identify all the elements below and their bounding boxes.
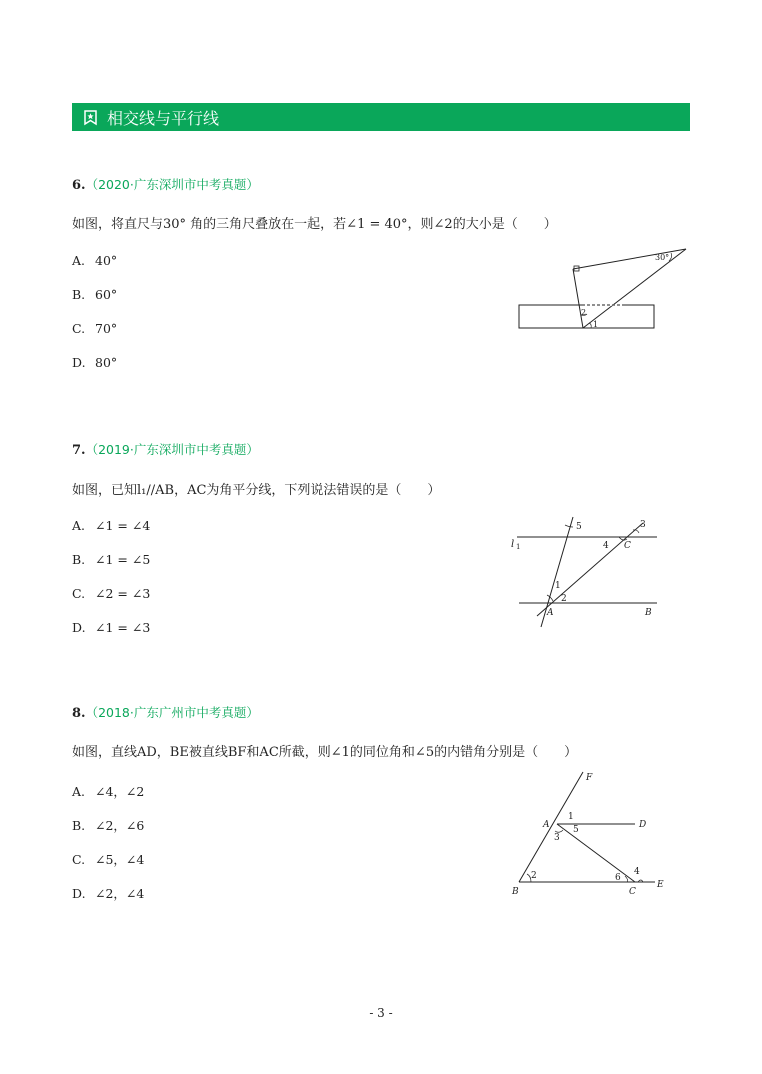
svg-text:5: 5 <box>576 522 582 532</box>
option-b: B. ∠2，∠6 <box>72 818 145 833</box>
svg-text:4: 4 <box>603 541 609 551</box>
page-number: - 3 - <box>369 1006 393 1020</box>
svg-text:D: D <box>639 820 647 830</box>
figure-ruler-triangle <box>515 244 670 334</box>
svg-text:3: 3 <box>554 833 560 843</box>
svg-text:C: C <box>624 541 631 551</box>
question-6-stem: 如图，将直尺与30° 角的三角尺叠放在一起，若∠1 = 40°，则∠2的大小是（ ） <box>72 217 557 232</box>
figure-parallel-lines <box>505 515 665 630</box>
option-a: A. ∠1 = ∠4 <box>72 518 151 533</box>
question-8-header: 8.（2018·广东广州市中考真题） <box>72 705 259 721</box>
angle-2-label: 2 <box>581 308 587 317</box>
option-a: A. ∠4，∠2 <box>72 784 145 799</box>
ruler <box>519 305 654 328</box>
option-d: D. ∠1 = ∠3 <box>72 620 151 635</box>
question-number: 6. <box>72 178 86 193</box>
option-a: A. 40° <box>72 253 118 268</box>
question-7-header: 7.（2019·广东深圳市中考真题） <box>72 442 259 458</box>
svg-text:4: 4 <box>634 867 640 877</box>
option-d: D. ∠2，∠4 <box>72 886 145 901</box>
option-c: C. ∠5，∠4 <box>72 852 145 867</box>
option-b: B. ∠1 = ∠5 <box>72 552 151 567</box>
svg-text:C: C <box>629 887 636 897</box>
bookmark-star-icon <box>84 110 97 125</box>
angle-30-label: 30° <box>655 253 670 262</box>
svg-text:A: A <box>547 608 554 618</box>
svg-text:5: 5 <box>573 825 579 835</box>
line-ac <box>557 824 635 882</box>
option-d: D. 80° <box>72 355 118 370</box>
svg-text:2: 2 <box>561 594 567 604</box>
svg-text:A: A <box>543 820 550 830</box>
section-banner <box>72 103 690 131</box>
figure-transversals <box>505 768 670 900</box>
question-source: （2020·广东深圳市中考真题） <box>85 177 259 192</box>
svg-text:6: 6 <box>615 873 621 883</box>
svg-text:3: 3 <box>640 520 646 530</box>
svg-text:F: F <box>586 773 593 783</box>
svg-text:B: B <box>512 887 519 897</box>
option-c: C. 70° <box>72 321 118 336</box>
svg-text:1: 1 <box>516 543 521 551</box>
option-b: B. 60° <box>72 287 118 302</box>
question-8-stem: 如图，直线AD，BE被直线BF和AC所截，则∠1的同位角和∠5的内错角分别是（ ） <box>72 745 578 760</box>
section-title: 相交线与平行线 <box>107 108 220 128</box>
svg-text:B: B <box>645 608 652 618</box>
svg-text:1: 1 <box>568 812 574 822</box>
label-l1: l <box>511 539 515 550</box>
transversal <box>541 517 573 627</box>
question-6-header <box>72 175 259 193</box>
question-7-stem: 如图，已知l₁//AB，AC为角平分线，下列说法错误的是（ ） <box>72 483 441 498</box>
option-c: C. ∠2 = ∠3 <box>72 586 151 601</box>
svg-text:1: 1 <box>555 581 561 591</box>
angle-1-label: 1 <box>593 320 599 329</box>
svg-text:E: E <box>657 880 664 890</box>
svg-text:2: 2 <box>531 871 537 881</box>
